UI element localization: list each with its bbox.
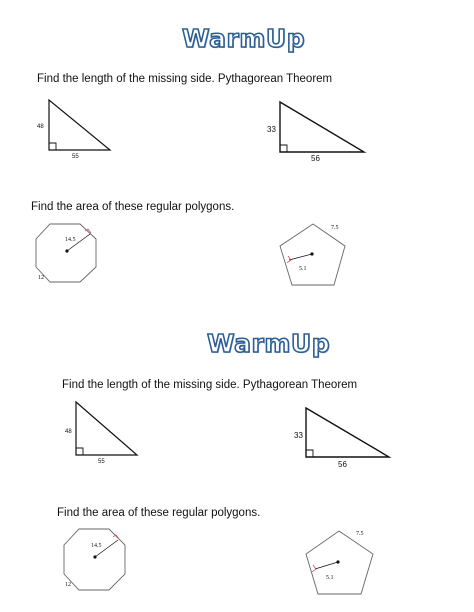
pentagon-side-label: 7.5 (331, 225, 339, 231)
triangle-horizontal-leg-label: 56 (311, 154, 320, 163)
page-title-2: WarmUp (207, 329, 331, 358)
small-right-triangle-2 (61, 402, 141, 468)
pentagon-side-label: 7.5 (356, 531, 364, 537)
large-right-triangle (264, 100, 372, 164)
pythagorean-instruction-2: Find the length of the missing side. Pythagorean Theorem (62, 379, 358, 391)
regular-pentagon-2 (298, 524, 382, 598)
triangle-vertical-leg-label: 33 (294, 431, 303, 440)
triangle-vertical-leg-label: 48 (37, 124, 44, 130)
octagon-apothem-label: 14.5 (91, 543, 102, 549)
regular-octagon-2 (58, 526, 142, 596)
triangle-horizontal-leg-label: 55 (72, 154, 79, 160)
regular-octagon (30, 222, 114, 288)
octagon-side-label: 12 (65, 582, 71, 588)
triangle-vertical-leg-label: 33 (267, 125, 276, 134)
triangle-horizontal-leg-label: 56 (338, 460, 347, 469)
large-right-triangle-2 (291, 406, 395, 470)
small-right-triangle (34, 100, 114, 164)
octagon-apothem-label: 14.5 (65, 237, 76, 243)
triangle-horizontal-leg-label: 55 (98, 459, 105, 465)
octagon-side-label: 12 (38, 275, 44, 281)
pentagon-apothem-label: 5.1 (326, 575, 334, 581)
page-title: WarmUp (182, 24, 306, 53)
area-instruction-2: Find the area of these regular polygons. (57, 507, 261, 519)
pentagon-apothem-label: 5.1 (299, 266, 307, 272)
regular-pentagon (272, 218, 356, 290)
pythagorean-instruction: Find the length of the missing side. Pythagorean Theorem (37, 73, 333, 85)
area-instruction: Find the area of these regular polygons. (31, 201, 235, 213)
triangle-vertical-leg-label: 48 (65, 429, 72, 435)
